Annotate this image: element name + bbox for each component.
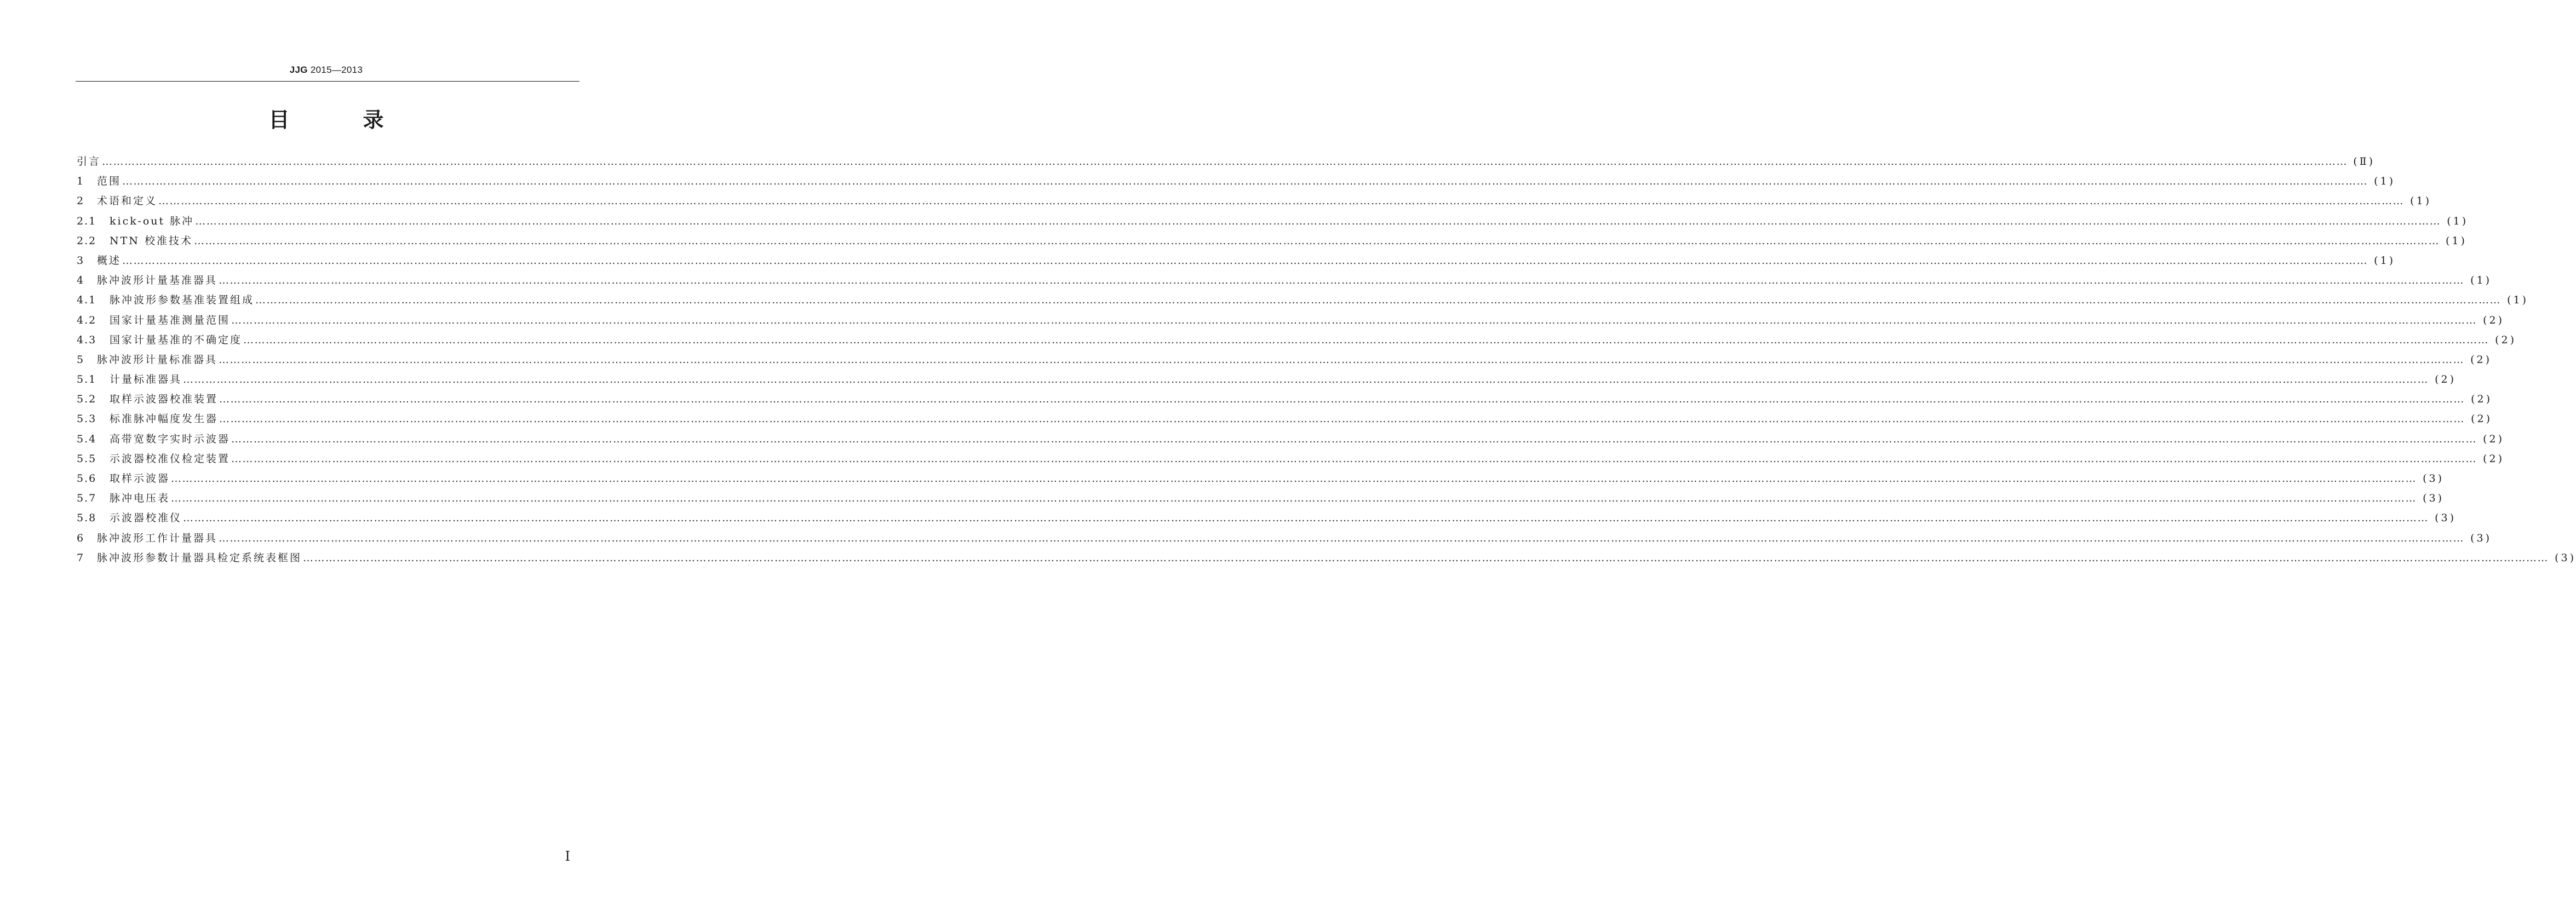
toc-entry-label: 脉冲波形工作计量器具 (97, 532, 218, 544)
toc-entry-label: NTN 校准技术 (110, 234, 193, 247)
toc-entry[interactable] (77, 191, 2432, 211)
toc-leader-dots: …………………………………………………………………………………………………………………………………………………………………………………………………………………………………………………………………………………………………………………………………………………………………………………………………………………………………………………………………………………………………………………………………………………… (231, 433, 2477, 445)
toc-entry-label: 脉冲波形计量标准器具 (97, 353, 218, 366)
toc-entry-number: 2.2 (77, 234, 97, 247)
toc-leader-dots: …………………………………………………………………………………………………………………………………………………………………………………………………………………………………………………………………………………………………………………………………………………………………………………………………………………………………………………………………………………………………………………………………………………… (231, 314, 2477, 326)
toc-entry-label: 概述 (97, 254, 122, 267)
toc-entry[interactable] (77, 152, 2376, 171)
toc-entry-number: 4.1 (77, 294, 97, 307)
toc-entry-label: 取样示波器校准装置 (110, 393, 219, 406)
toc-entry-number: 2.1 (77, 215, 97, 227)
toc-entry-label: 范围 (97, 175, 122, 188)
toc-entry-label: 脉冲波形参数基准装置组成 (110, 294, 255, 307)
toc-entry-page: (2) (2483, 452, 2505, 465)
toc-entry-page: (3) (2555, 551, 2576, 564)
toc-entry-number: 5.6 (77, 472, 97, 485)
toc-leader-dots: …………………………………………………………………………………………………………………………………………………………………………………………………………………………………………………………………………………………………………………………………………………………………………………………………………………………………………………………………………………………………………………………………………………… (171, 492, 2417, 505)
toc-entry[interactable] (77, 409, 2493, 429)
toc-leader-dots: …………………………………………………………………………………………………………………………………………………………………………………………………………………………………………………………………………………………………………………………………………………………………………………………………………………………………………………………………………………………………………………………………………………… (102, 155, 2348, 168)
toc-entry-label: 引言 (77, 155, 101, 168)
toc-leader-dots: …………………………………………………………………………………………………………………………………………………………………………………………………………………………………………………………………………………………………………………………………………………………………………………………………………………………………………………………………………………………………………………………………………………… (193, 234, 2440, 247)
standard-number: 2015—2013 (310, 65, 363, 75)
toc-entry-label: 国家计量基准测量范围 (110, 314, 231, 326)
toc-entry-page: (1) (2410, 195, 2432, 208)
toc-entry-number: 5.3 (77, 413, 97, 425)
toc-entry[interactable] (77, 270, 2492, 290)
toc-entry-label: 示波器校准仪检定装置 (110, 452, 231, 465)
toc-leader-dots: …………………………………………………………………………………………………………………………………………………………………………………………………………………………………………………………………………………………………………………………………………………………………………………………………………………………………………………………………………………………………………………………………………………… (219, 532, 2465, 544)
toc-entry-number: 5.5 (77, 452, 97, 465)
toc-entry[interactable] (77, 488, 2445, 508)
toc-entry-number: 4.2 (77, 314, 97, 326)
toc-entry-label: 标准脉冲幅度发生器 (110, 413, 219, 425)
toc-entry-page: (3) (2470, 532, 2492, 544)
toc-entry[interactable] (77, 449, 2505, 469)
standard-code: JJG (289, 65, 308, 75)
toc-entry-page: (1) (2446, 234, 2467, 247)
toc-entry-page: (2) (2483, 433, 2505, 445)
toc-entry-page: (1) (2447, 215, 2469, 227)
toc-leader-dots: …………………………………………………………………………………………………………………………………………………………………………………………………………………………………………………………………………………………………………………………………………………………………………………………………………………………………………………………………………………………………………………………………………………… (171, 472, 2417, 485)
toc-leader-dots: …………………………………………………………………………………………………………………………………………………………………………………………………………………………………………………………………………………………………………………………………………………………………………………………………………………………………………………………………………………………………………………………………………………… (219, 353, 2465, 366)
toc-entry-label: 计量标准器具 (110, 373, 182, 386)
toc-entry-label: 取样示波器 (110, 472, 170, 485)
page-number: Ⅰ (565, 849, 570, 864)
toc-entry[interactable] (77, 211, 2469, 231)
toc-entry-page: (1) (2507, 294, 2529, 307)
toc-entry-number: 1 (77, 175, 85, 188)
toc-title: 目 录 (268, 108, 410, 132)
table-of-contents (77, 152, 2576, 568)
toc-leader-dots: …………………………………………………………………………………………………………………………………………………………………………………………………………………………………………………………………………………………………………………………………………………………………………………………………………………………………………………………………………………………………………………………………………………… (195, 215, 2441, 227)
toc-entry-number: 4.3 (77, 333, 97, 346)
toc-entry-page: (1) (2374, 175, 2396, 188)
toc-entry-label: 脉冲波形计量基准器具 (97, 274, 218, 287)
toc-leader-dots: …………………………………………………………………………………………………………………………………………………………………………………………………………………………………………………………………………………………………………………………………………………………………………………………………………………………………………………………………………………………………………………………………………………… (255, 294, 2502, 307)
toc-entry-number: 6 (77, 532, 85, 544)
toc-entry-number: 5.4 (77, 433, 97, 445)
toc-entry[interactable] (77, 310, 2505, 330)
running-header (0, 65, 652, 76)
toc-entry[interactable] (77, 389, 2493, 409)
toc-entry-number: 2 (77, 195, 85, 208)
toc-entry-page: (Ⅱ) (2353, 155, 2376, 168)
toc-entry-page: (2) (2495, 333, 2517, 346)
toc-entry-page: (2) (2471, 393, 2493, 406)
toc-entry[interactable] (77, 251, 2396, 270)
toc-entry-number: 5.8 (77, 512, 97, 525)
toc-entry-label: 示波器校准仪 (110, 512, 182, 525)
toc-entry-label: 术语和定义 (97, 195, 158, 208)
toc-entry[interactable] (77, 171, 2396, 191)
toc-entry[interactable] (77, 528, 2492, 548)
toc-leader-dots: …………………………………………………………………………………………………………………………………………………………………………………………………………………………………………………………………………………………………………………………………………………………………………………………………………………………………………………………………………………………………………………………………………………… (158, 195, 2405, 208)
toc-leader-dots: …………………………………………………………………………………………………………………………………………………………………………………………………………………………………………………………………………………………………………………………………………………………………………………………………………………………………………………………………………………………………………………………………………………… (122, 254, 2368, 267)
toc-entry-number: 5 (77, 353, 85, 366)
toc-entry-number: 4 (77, 274, 85, 287)
toc-leader-dots: …………………………………………………………………………………………………………………………………………………………………………………………………………………………………………………………………………………………………………………………………………………………………………………………………………………………………………………………………………………………………………………………………………………… (183, 512, 2429, 525)
toc-entry-page: (1) (2374, 254, 2396, 267)
toc-entry-label: 国家计量基准的不确定度 (110, 333, 243, 346)
toc-leader-dots: …………………………………………………………………………………………………………………………………………………………………………………………………………………………………………………………………………………………………………………………………………………………………………………………………………………………………………………………………………………………………………………………………………………… (219, 274, 2465, 287)
toc-entry-number: 5.2 (77, 393, 97, 406)
toc-entry-page: (2) (2471, 413, 2493, 425)
toc-leader-dots: …………………………………………………………………………………………………………………………………………………………………………………………………………………………………………………………………………………………………………………………………………………………………………………………………………………………………………………………………………………………………………………………………………………… (183, 373, 2429, 386)
toc-entry-page: (3) (2423, 472, 2445, 485)
toc-leader-dots: …………………………………………………………………………………………………………………………………………………………………………………………………………………………………………………………………………………………………………………………………………………………………………………………………………………………………………………………………………………………………………………………………………………… (122, 175, 2368, 188)
toc-entry-label: kick-out 脉冲 (110, 215, 194, 227)
toc-entry-page: (2) (2483, 314, 2505, 326)
toc-leader-dots: …………………………………………………………………………………………………………………………………………………………………………………………………………………………………………………………………………………………………………………………………………………………………………………………………………………………………………………………………………………………………………………………………………………… (219, 413, 2465, 425)
toc-entry-page: (3) (2423, 492, 2445, 505)
toc-leader-dots: …………………………………………………………………………………………………………………………………………………………………………………………………………………………………………………………………………………………………………………………………………………………………………………………………………………………………………………………………………………………………………………………………………………… (231, 452, 2477, 465)
toc-entry[interactable] (77, 231, 2467, 251)
toc-entry-label: 高带宽数字实时示波器 (110, 433, 231, 445)
toc-entry[interactable] (77, 290, 2529, 310)
toc-leader-dots: …………………………………………………………………………………………………………………………………………………………………………………………………………………………………………………………………………………………………………………………………………………………………………………………………………………………………………………………………………………………………………………………………………………… (303, 551, 2549, 564)
toc-entry-number: 7 (77, 551, 85, 564)
toc-entry-label: 脉冲波形参数计量器具检定系统表框图 (97, 551, 302, 564)
header-rule (76, 81, 580, 82)
toc-entry[interactable] (77, 429, 2505, 449)
toc-entry-page: (3) (2435, 512, 2457, 525)
toc-entry[interactable] (77, 330, 2517, 350)
toc-entry-number: 3 (77, 254, 85, 267)
toc-entry[interactable] (77, 469, 2445, 488)
toc-entry[interactable] (77, 548, 2576, 568)
toc-entry[interactable] (77, 350, 2492, 370)
toc-entry-page: (1) (2470, 274, 2492, 287)
toc-entry-page: (2) (2470, 353, 2492, 366)
toc-leader-dots: …………………………………………………………………………………………………………………………………………………………………………………………………………………………………………………………………………………………………………………………………………………………………………………………………………………………………………………………………………………………………………………………………………………… (243, 333, 2489, 346)
toc-entry[interactable] (77, 508, 2457, 528)
toc-entry-number: 5.1 (77, 373, 97, 386)
toc-entry-page: (2) (2435, 373, 2457, 386)
toc-leader-dots: …………………………………………………………………………………………………………………………………………………………………………………………………………………………………………………………………………………………………………………………………………………………………………………………………………………………………………………………………………………………………………………………………………………… (219, 393, 2465, 406)
toc-entry-label: 脉冲电压表 (110, 492, 170, 505)
toc-entry-number: 5.7 (77, 492, 97, 505)
toc-entry[interactable] (77, 370, 2457, 389)
